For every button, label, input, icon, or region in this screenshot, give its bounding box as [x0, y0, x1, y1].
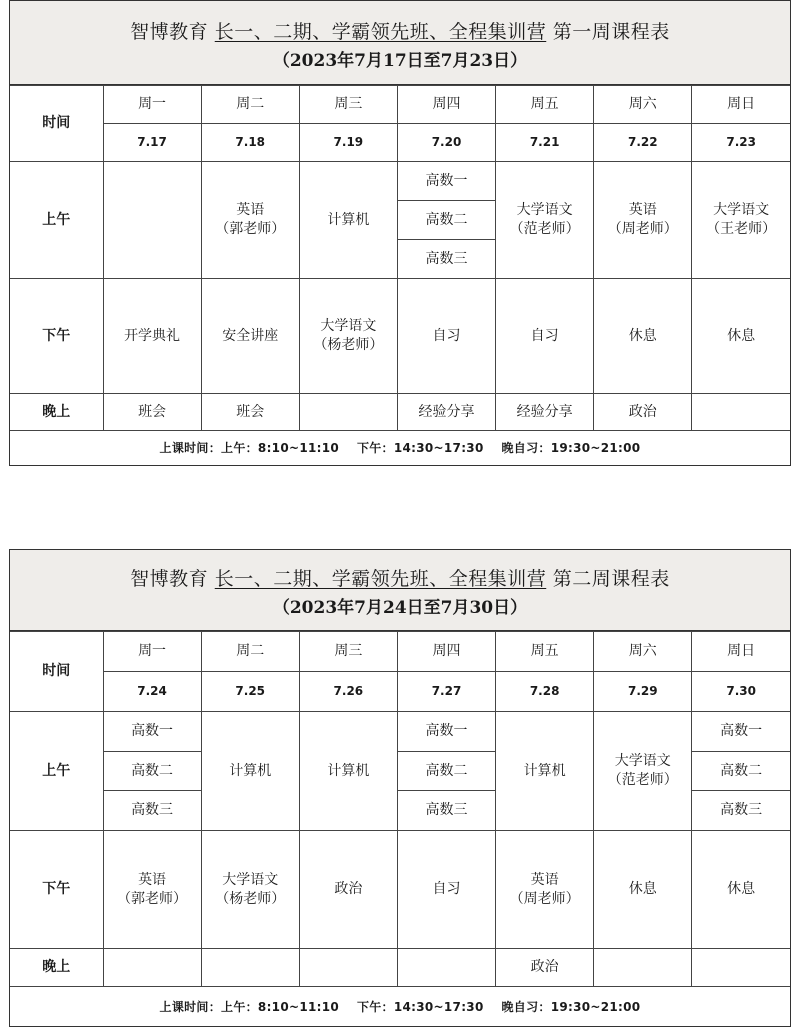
course-name: 计算机: [327, 211, 370, 228]
morning-cell: [397, 162, 495, 279]
class-hours: 上课时间：上午：8:10~11:10 下午：14:30~17:30 晚自习：19:30~21:00: [10, 431, 790, 467]
week-label: 第一周课程表: [552, 21, 670, 43]
morning-cell: [299, 712, 397, 831]
class-names: 长一、二期、学霸领先班、全程集训营: [214, 21, 547, 43]
morning-cell: [103, 712, 201, 831]
morning-label: 上午: [10, 712, 103, 831]
evening-row: [10, 394, 790, 431]
afternoon-cell: [496, 831, 594, 949]
evening-row: [10, 949, 790, 987]
day-row: [10, 86, 790, 124]
afternoon-cell: [299, 831, 397, 949]
date-cell: 7.28: [496, 672, 594, 712]
morning-subslots: [398, 162, 495, 278]
afternoon-cell: [201, 831, 299, 949]
course-slot: 高数一: [692, 712, 790, 752]
morning-label: 上午: [10, 162, 103, 279]
day-header: 周四: [397, 632, 495, 672]
day-header: 周一: [103, 86, 201, 124]
day-header: 周日: [692, 86, 790, 124]
evening-cell: 经验分享: [397, 394, 495, 431]
evening-cell: [397, 949, 495, 987]
course-slot: 高数二: [398, 752, 495, 792]
evening-cell: [299, 394, 397, 431]
date-cell: 7.27: [397, 672, 495, 712]
date-cell: 7.19: [299, 124, 397, 162]
date-range: （2023年7月24日至7月30日）: [272, 598, 528, 618]
date-cell: 7.30: [692, 672, 790, 712]
schedule-title: [10, 1, 790, 44]
course-name: 开学典礼: [124, 327, 181, 344]
course-slot: 高数二: [398, 201, 495, 240]
morning-cell: [496, 162, 594, 279]
course-slot: 高数三: [425, 250, 468, 267]
course-slot: 高数二: [104, 752, 201, 792]
date-cell: 7.17: [103, 124, 201, 162]
date-cell: 7.25: [201, 672, 299, 712]
morning-cell: [692, 162, 790, 279]
date-cell: 7.23: [692, 124, 790, 162]
evening-cell: [594, 949, 692, 987]
evening-cell: 班会: [201, 394, 299, 431]
afternoon-row: [10, 831, 790, 949]
course-name: 休息: [727, 327, 756, 344]
course-name: 休息: [628, 881, 657, 897]
date-row: [10, 124, 790, 162]
evening-cell: [692, 394, 790, 431]
date-cell: 7.26: [299, 672, 397, 712]
schedule-table: [10, 85, 790, 467]
org-name: 智博教育: [130, 568, 209, 590]
time-label: 时间: [10, 632, 103, 712]
day-header: 周三: [299, 86, 397, 124]
evening-label: 晚上: [10, 949, 103, 987]
afternoon-cell: [594, 831, 692, 949]
morning-subslots: [692, 712, 790, 830]
schedule-week-2: [9, 549, 791, 1027]
date-row: [10, 672, 790, 712]
week-label: 第二周课程表: [552, 568, 670, 590]
schedule-title: [10, 550, 790, 591]
time-label: 时间: [10, 86, 103, 162]
evening-cell: [692, 949, 790, 987]
course-name: 大学语文 （杨老师）: [313, 318, 384, 353]
date-cell: 7.18: [201, 124, 299, 162]
morning-cell: [201, 162, 299, 279]
afternoon-cell: [299, 279, 397, 394]
evening-label: 晚上: [10, 394, 103, 431]
course-name: 政治: [334, 881, 363, 897]
org-name: 智博教育: [130, 21, 209, 43]
morning-subslots: [398, 712, 495, 830]
date-cell: 7.20: [397, 124, 495, 162]
course-slot: 高数三: [720, 802, 763, 819]
class-hours: 上课时间：上午：8:10~11:10 下午：14:30~17:30 晚自习：19:30~21:00: [10, 987, 790, 1029]
morning-cell: [299, 162, 397, 279]
course-name: 英语 （周老师）: [607, 202, 678, 237]
morning-cell: [692, 712, 790, 831]
afternoon-cell: [201, 279, 299, 394]
evening-cell: 班会: [103, 394, 201, 431]
afternoon-cell: [103, 831, 201, 949]
course-name: 安全讲座: [222, 327, 279, 344]
day-header: 周六: [594, 632, 692, 672]
course-name: 自习: [432, 327, 461, 344]
morning-subslots: [104, 712, 201, 830]
date-cell: 7.29: [594, 672, 692, 712]
footer-row: [10, 431, 790, 467]
course-slot: 高数三: [131, 802, 174, 819]
day-header: 周二: [201, 86, 299, 124]
afternoon-cell: [594, 279, 692, 394]
morning-cell: [594, 712, 692, 831]
evening-cell: [299, 949, 397, 987]
course-name: 大学语文 （杨老师）: [215, 871, 286, 907]
footer-row: [10, 987, 790, 1029]
day-header: 周三: [299, 632, 397, 672]
course-name: 计算机: [229, 762, 272, 779]
morning-cell: [201, 712, 299, 831]
afternoon-cell: [397, 831, 495, 949]
course-name: 英语 （郭老师）: [215, 202, 286, 237]
afternoon-label: 下午: [10, 831, 103, 949]
afternoon-cell: [103, 279, 201, 394]
schedule-header: [10, 1, 790, 85]
day-header: 周日: [692, 632, 790, 672]
course-name: 大学语文 （范老师）: [607, 753, 678, 788]
course-slot: 高数一: [104, 712, 201, 752]
schedule-table: [10, 631, 790, 1029]
evening-cell: 经验分享: [496, 394, 594, 431]
afternoon-cell: [496, 279, 594, 394]
evening-cell: [201, 949, 299, 987]
afternoon-row: [10, 279, 790, 394]
schedule-week-1: [9, 0, 791, 466]
course-name: 英语 （郭老师）: [117, 871, 188, 907]
evening-cell: 政治: [594, 394, 692, 431]
afternoon-cell: [692, 279, 790, 394]
morning-row: [10, 712, 790, 831]
course-name: 计算机: [327, 762, 370, 779]
day-header: 周五: [496, 632, 594, 672]
morning-cell: [397, 712, 495, 831]
morning-cell: [103, 162, 201, 279]
day-header: 周四: [397, 86, 495, 124]
course-slot: 高数一: [398, 162, 495, 201]
day-header: 周六: [594, 86, 692, 124]
afternoon-label: 下午: [10, 279, 103, 394]
afternoon-cell: [692, 831, 790, 949]
date-cell: 7.22: [594, 124, 692, 162]
evening-cell: [103, 949, 201, 987]
day-row: [10, 632, 790, 672]
morning-cell: [496, 712, 594, 831]
day-header: 周五: [496, 86, 594, 124]
morning-cell: [594, 162, 692, 279]
date-cell: 7.24: [103, 672, 201, 712]
course-name: 计算机: [523, 762, 566, 779]
course-name: 休息: [628, 327, 657, 344]
course-slot: 高数二: [692, 752, 790, 792]
evening-cell: 政治: [496, 949, 594, 987]
course-slot: 高数三: [425, 802, 468, 819]
day-header: 周二: [201, 632, 299, 672]
course-name: 自习: [530, 327, 559, 344]
morning-row: [10, 162, 790, 279]
course-name: 大学语文 （范老师）: [509, 202, 580, 237]
course-name: 休息: [727, 881, 756, 897]
course-name: 大学语文 （王老师）: [706, 202, 777, 237]
course-name: 英语 （周老师）: [509, 871, 580, 907]
course-name: 自习: [432, 881, 461, 897]
afternoon-cell: [397, 279, 495, 394]
class-names: 长一、二期、学霸领先班、全程集训营: [214, 568, 547, 590]
course-slot: 高数一: [398, 712, 495, 752]
date-range: （2023年7月17日至7月23日）: [272, 51, 528, 71]
date-cell: 7.21: [496, 124, 594, 162]
day-header: 周一: [103, 632, 201, 672]
schedule-header: [10, 550, 790, 631]
